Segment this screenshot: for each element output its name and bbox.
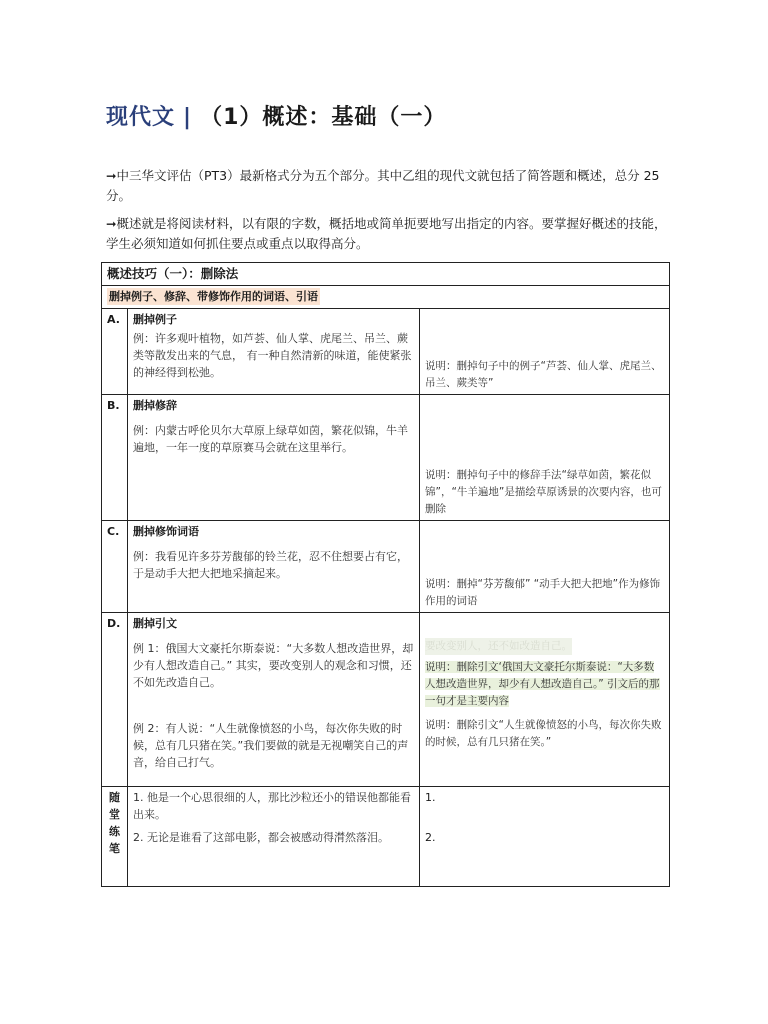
highlighted-explanation: 说明：删除引文‘俄国大文豪托尔斯泰说：“大多数人想改造世界，却少有人想改造自己。” 引文后的那一句才是主要内容 (425, 661, 660, 707)
section-letter: B. (102, 395, 128, 521)
table-subheading: 删掉例子、修辞、带修饰作用的词语、引语 (109, 290, 318, 303)
practice-row (102, 787, 670, 887)
section-explanation: 说明：删掉“芬芳馥郁” “动手大把大把地”作为修饰作用的词语 (425, 578, 661, 607)
section-letter: C. (102, 521, 128, 613)
section-letter: D. (102, 613, 128, 787)
section-title: 删掉引文 (133, 617, 177, 630)
section-title: 删掉例子 (133, 313, 177, 326)
section-title: 删掉修辞 (133, 399, 177, 412)
section-explain-cell (420, 521, 670, 613)
page-title (106, 100, 446, 131)
section-explanation: 说明：删掉句子中的例子“芦荟、仙人掌、虎尾兰、吊兰、蕨类等” (425, 360, 662, 389)
title-left: 现代文 (106, 105, 176, 130)
table-row (102, 395, 670, 521)
practice-answers (420, 787, 670, 887)
section-explain-cell (420, 309, 670, 395)
intro-paragraph-1: ➞中三华文评估（PT3）最新格式分为五个部分。其中乙组的现代文就包括了简答题和概述，总分 25 分。 (106, 168, 660, 203)
table-row (102, 309, 670, 395)
section-letter: A. (102, 309, 128, 395)
section-content (128, 395, 420, 521)
technique-table (101, 262, 670, 887)
section-example-1: 例 1：俄国大文豪托尔斯泰说：“大多数人想改造世界，却少有人想改造自己。” 其实，要改变别人的观念和习惯，还不如先改造自己。 (133, 642, 414, 689)
section-example-2: 例 2：有人说：“人生就像愤怒的小鸟，每次你失败的时候，总有几只猪在笑。”我们要做的就是无视嘲笑自己的声音，给自己打气。 (133, 722, 409, 769)
table-subheading-cell (102, 286, 670, 309)
table-row (102, 613, 670, 787)
section-title: 删掉修饰词语 (133, 525, 199, 538)
practice-questions (128, 787, 420, 887)
practice-label-cell (102, 787, 128, 887)
title-separator: | (183, 105, 193, 130)
title-right: （1）概述：基础（一） (200, 105, 447, 130)
section-explain-cell (420, 395, 670, 521)
section-explanation-1 (425, 659, 664, 711)
intro-paragraph-2: ➞概述就是将阅读材料，以有限的字数，概括地或简单扼要地写出指定的内容。要掌握好概述的技能，学生必须知道如何抓住要点或重点以取得高分。 (106, 216, 667, 251)
practice-answer-2: 2. (425, 831, 436, 844)
section-example: 例：许多观叶植物，如芦荟、仙人掌、虎尾兰、吊兰、蕨类等散发出来的气息， 有一种自然清新的味道，能使紧张的神经得到松弛。 (133, 332, 412, 379)
faded-summary: 要改变别人，还不如改造自己。 (425, 638, 572, 655)
section-content (128, 309, 420, 395)
practice-answer-1: 1. (425, 791, 436, 804)
table-heading: 概述技巧（一）：删除法 (102, 263, 670, 286)
practice-question-2: 2. 无论是谁看了这部电影，都会被感动得潸然落泪。 (133, 831, 389, 844)
section-content (128, 521, 420, 613)
section-explain-cell (420, 613, 670, 787)
table-row (102, 521, 670, 613)
section-explanation-2: 说明：删除引文“人生就像愤怒的小鸟，每次你失败的时候，总有几只猪在笑。” (425, 719, 662, 748)
section-example: 例：我看见许多芬芳馥郁的铃兰花，忍不住想要占有它，于是动手大把大把地采摘起来。 (133, 550, 408, 580)
practice-question-1: 1. 他是一个心思很细的人，那比沙粒还小的错误他都能看出来。 (133, 791, 411, 821)
practice-label: 随堂练笔 (109, 791, 120, 855)
section-example: 例：内蒙古呼伦贝尔大草原上绿草如茵，繁花似锦，牛羊遍地，一年一度的草原赛马会就在这里举行。 (133, 424, 408, 454)
section-explanation: 说明：删掉句子中的修辞手法“绿草如茵，繁花似锦”，“牛羊遍地”是描绘草原诱景的次要内容，也可删除 (425, 469, 662, 515)
section-content (128, 613, 420, 787)
